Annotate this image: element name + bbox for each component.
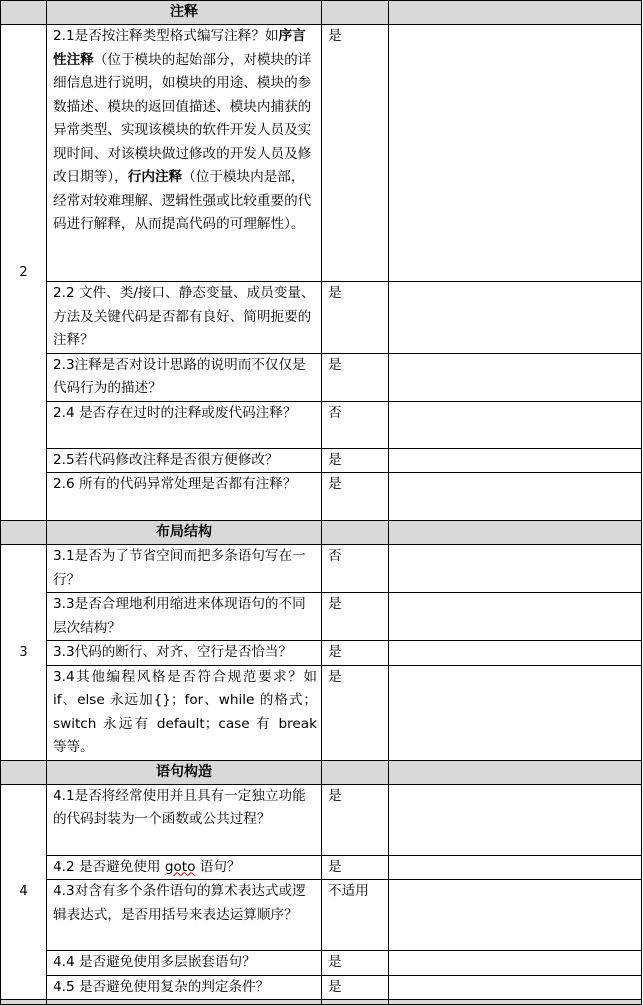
answer-3-1: 否 [322,545,389,593]
answer-2-6: 是 [322,473,389,521]
answer-2-2: 是 [322,282,389,354]
question-3-2: 3.3是否合理地利用缩进来体现语句的不同层次结构？ [47,593,322,641]
remark-2-4 [389,401,642,448]
table-row-3-2 [1,593,642,641]
question-4-4: 4.4 是否避免使用多层嵌套语句？ [47,951,322,976]
remark-4-5 [389,975,642,1000]
partial-cell [47,1000,322,1005]
table-row-3-4 [1,665,642,760]
section-header-statements [1,760,642,784]
section-header-comments [1,1,642,25]
question-4-2-part-c: 语句？ [195,858,241,875]
answer-4-1: 是 [322,784,389,855]
table-row-2-1 [1,25,642,282]
section-title-layout: 布局结构 [47,521,322,545]
answer-3-4: 是 [322,665,389,760]
remark-3-2 [389,593,642,641]
section-header-remark-cell [389,760,642,784]
question-3-3: 3.3代码的断行、对齐、空行是否恰当？ [47,641,322,666]
question-2-6: 2.6 所有的代码异常处理是否都有注释？ [47,473,322,521]
partial-cell [1,1000,47,1005]
table-row-2-4 [1,401,642,448]
remark-4-4 [389,951,642,976]
section-number-comments: 2 [1,25,47,521]
partial-cell [322,1000,389,1005]
section-header-remark-cell [389,521,642,545]
question-2-1-part-c: （位于模块的起始部分，对模块的详细信息进行说明，如模块的用途、模块的参数描述、模块的返回值描述、模块内捕获的异常类型、实现该模块的软件开发人员及实现时间、对该模块做过修改的开发人员及修改日期等）， [53,51,312,185]
table-row-2-3 [1,353,642,401]
question-2-1-inline-term: 行内注释 [127,169,183,185]
table-row-3-3 [1,641,642,666]
answer-4-4: 是 [322,951,389,976]
section-title-statements: 语句构造 [47,760,322,784]
answer-3-2: 是 [322,593,389,641]
partial-cell [389,1000,642,1005]
question-2-1-part-e: （位于模块内是部，经常对较难理解、逻辑性强或比较重要的代码进行解释，从而提高代码的可理解性）。 [53,169,312,232]
question-3-4: 3.4其他编程风格是否符合规范要求？如 if、else 永远加{}；for、while 的格式；switch 永远有 default；case 有 break 等等。 [47,665,322,760]
answer-2-3: 是 [322,353,389,401]
answer-2-5: 是 [322,448,389,473]
section-header-number-cell [1,760,47,784]
answer-4-2: 是 [322,855,389,880]
table-row-4-3 [1,880,642,951]
section-header-answer-cell [322,1,389,25]
table-row-4-4 [1,951,642,976]
answer-2-4: 否 [322,401,389,448]
table-row-2-2 [1,282,642,354]
table-row-2-6 [1,473,642,521]
remark-3-3 [389,641,642,666]
question-3-1: 3.1是否为了节省空间而把多条语句写在一行？ [47,545,322,593]
question-2-1 [47,25,322,282]
remark-4-1 [389,784,642,855]
section-header-layout [1,521,642,545]
table-row-4-2 [1,855,642,880]
answer-2-1: 是 [322,25,389,282]
question-4-2-goto-keyword: goto [164,858,196,875]
question-2-4: 2.4 是否存在过时的注释或废代码注释？ [47,401,322,448]
question-4-5: 4.5 是否避免使用复杂的判定条件？ [47,975,322,1000]
remark-4-2 [389,855,642,880]
question-2-1-preface-term: 序言性注释 [53,28,306,68]
answer-3-3: 是 [322,641,389,666]
section-number-layout: 3 [1,545,47,761]
table-row-4-5 [1,975,642,1000]
remark-2-6 [389,473,642,521]
section-title-comments: 注释 [47,1,322,25]
remark-3-4 [389,665,642,760]
next-section-header-partial [1,1000,642,1005]
question-4-3: 4.3对含有多个条件语句的算术表达式或逻辑表达式，是否用括号来表达运算顺序？ [47,880,322,951]
question-4-2-part-a: 4.2 是否避免使用 [53,858,165,875]
section-header-remark-cell [389,1,642,25]
remark-2-3 [389,353,642,401]
question-4-2 [47,855,322,880]
section-header-number-cell [1,1,47,25]
remark-2-5 [389,448,642,473]
answer-4-5: 是 [322,975,389,1000]
table-row-3-1 [1,545,642,593]
remark-2-2 [389,282,642,354]
remark-2-1 [389,25,642,282]
section-header-number-cell [1,521,47,545]
table-row-2-5 [1,448,642,473]
question-2-3: 2.3注释是否对设计思路的说明而不仅仅是代码行为的描述？ [47,353,322,401]
section-header-answer-cell [322,760,389,784]
question-2-1-part-a: 2.1是否按注释类型格式编写注释？如 [53,28,279,44]
question-2-5: 2.5若代码修改注释是否很方便修改？ [47,448,322,473]
remark-3-1 [389,545,642,593]
answer-4-3: 不适用 [322,880,389,951]
section-header-answer-cell [322,521,389,545]
section-number-statements: 4 [1,784,47,1000]
question-4-1: 4.1是否将经常使用并且具有一定独立功能的代码封装为一个函数或公共过程？ [47,784,322,855]
table-row-4-1 [1,784,642,855]
question-2-2: 2.2 文件、类/接口、静态变量、成员变量、方法及关键代码是否都有良好、简明扼要的注释？ [47,282,322,354]
remark-4-3 [389,880,642,951]
